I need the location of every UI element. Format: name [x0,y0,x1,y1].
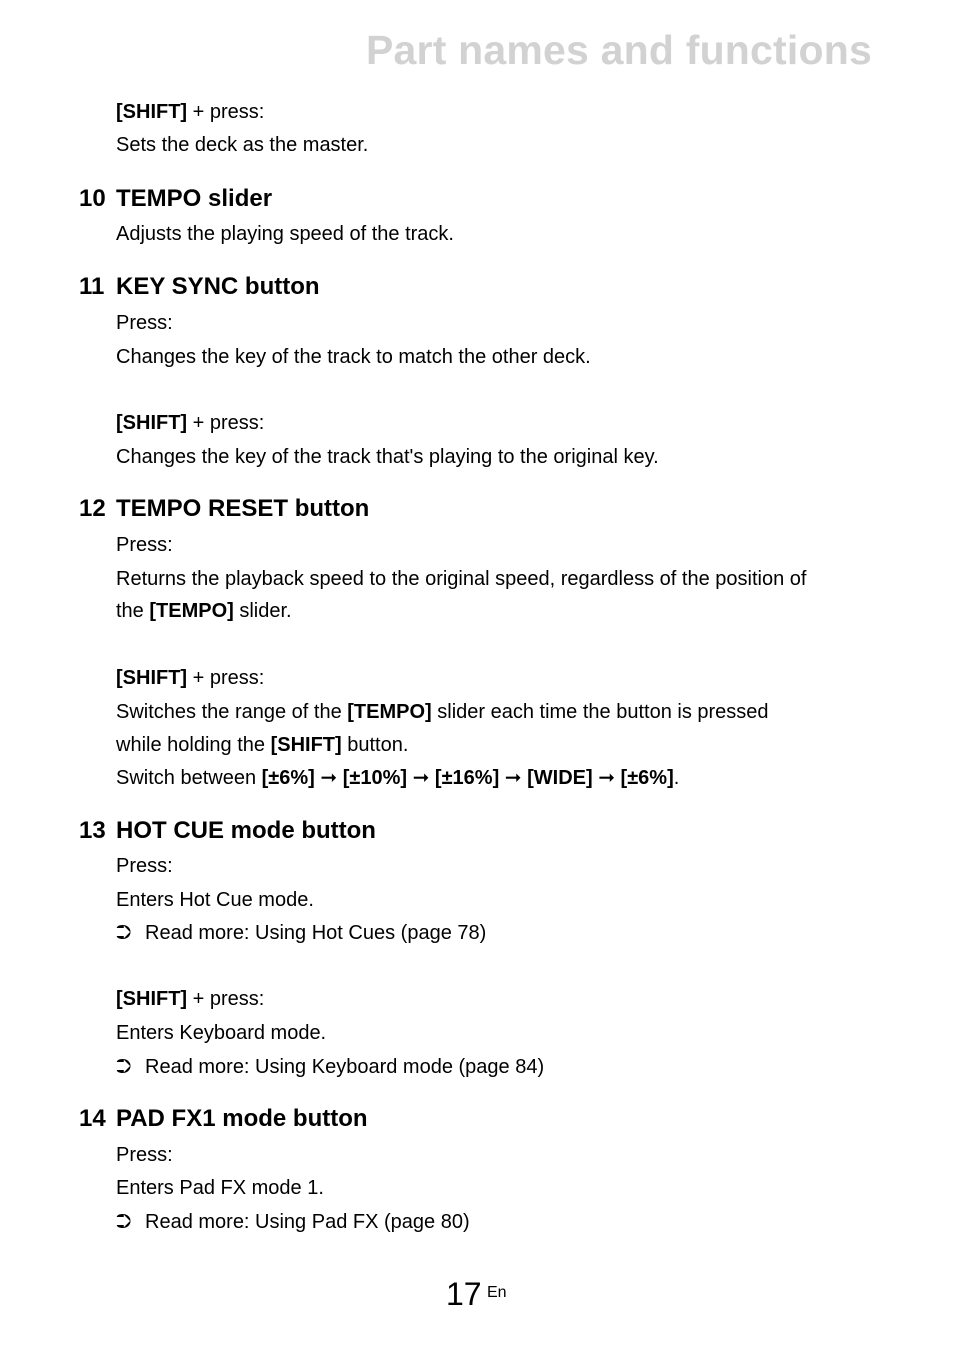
section-10-description: Adjusts the playing speed of the track. [116,223,454,245]
section-13-press-label: Press: [116,855,173,877]
section-heading-10: 10 TEMPO slider [79,185,273,212]
section-heading-12: 12 TEMPO RESET button [79,495,370,522]
section-12-shift-line-2: while holding the [SHIFT] button. [116,734,409,756]
page-number: 17 [446,1276,482,1312]
arrow-right-icon: ⮊ [116,1056,132,1078]
section-11-shift-description: Changes the key of the track that's playing to the original key. [116,446,659,468]
page-language: En [487,1284,507,1301]
section-13-shift-link[interactable]: ⮊ Read more: Using Keyboard mode (page 84) [116,1056,545,1078]
section-heading-13: 13 HOT CUE mode button [79,817,376,844]
section-14-press-label: Press: [116,1144,173,1166]
section-13-shift-label: [SHIFT] + press: [116,988,265,1010]
section-11-press-label: Press: [116,312,173,334]
intro-shift-label: [SHIFT] + press: [116,101,265,123]
section-13-press-link[interactable]: ⮊ Read more: Using Hot Cues (page 78) [116,922,487,944]
section-12-shift-label: [SHIFT] + press: [116,667,265,689]
page-title: Part names and functions [365,27,872,73]
section-11-shift-label: [SHIFT] + press: [116,412,265,434]
section-heading-11: 11 KEY SYNC button [79,273,320,300]
section-heading-14: 14 PAD FX1 mode button [79,1105,368,1132]
section-11-press-description: Changes the key of the track to match the other deck. [116,346,591,368]
section-13-press-description: Enters Hot Cue mode. [116,889,314,911]
section-14-press-link[interactable]: ⮊ Read more: Using Pad FX (page 80) [116,1211,470,1233]
section-12-press-label: Press: [116,534,173,556]
section-12-press-line-1: Returns the playback speed to the original speed, regardless of the position of [116,568,807,590]
section-12-press-line-2: the [TEMPO] slider. [116,600,292,622]
intro-description: Sets the deck as the master. [116,134,369,156]
section-12-shift-line-1: Switches the range of the [TEMPO] slider each time the button is pressed [116,701,769,723]
section-12-switch-sequence: Switch between [±6%] ➞ [±10%] ➞ [±16%] ➞ [WIDE] ➞ [±6%]. [116,767,680,789]
arrow-right-icon: ⮊ [116,1211,132,1233]
arrow-right-icon: ⮊ [116,922,132,944]
section-13-shift-description: Enters Keyboard mode. [116,1022,327,1044]
section-14-press-description: Enters Pad FX mode 1. [116,1177,324,1199]
